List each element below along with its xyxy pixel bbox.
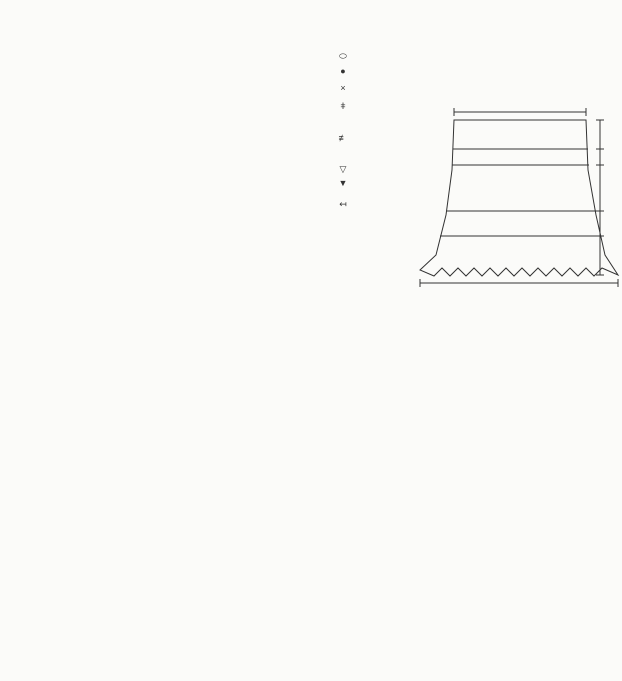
- dc-icon: ǂ: [340, 101, 346, 111]
- ch-oval-icon: ⬭: [339, 51, 347, 61]
- direction-arrow-icon: ↤: [339, 199, 347, 209]
- sc-cross-icon: ×: [340, 83, 346, 93]
- start-arrow-icon: ▽: [339, 164, 347, 174]
- end-arrow-icon: ▼: [338, 178, 348, 188]
- slst-dot-icon: ●: [340, 66, 346, 76]
- hdc-icon: ≢: [338, 133, 348, 143]
